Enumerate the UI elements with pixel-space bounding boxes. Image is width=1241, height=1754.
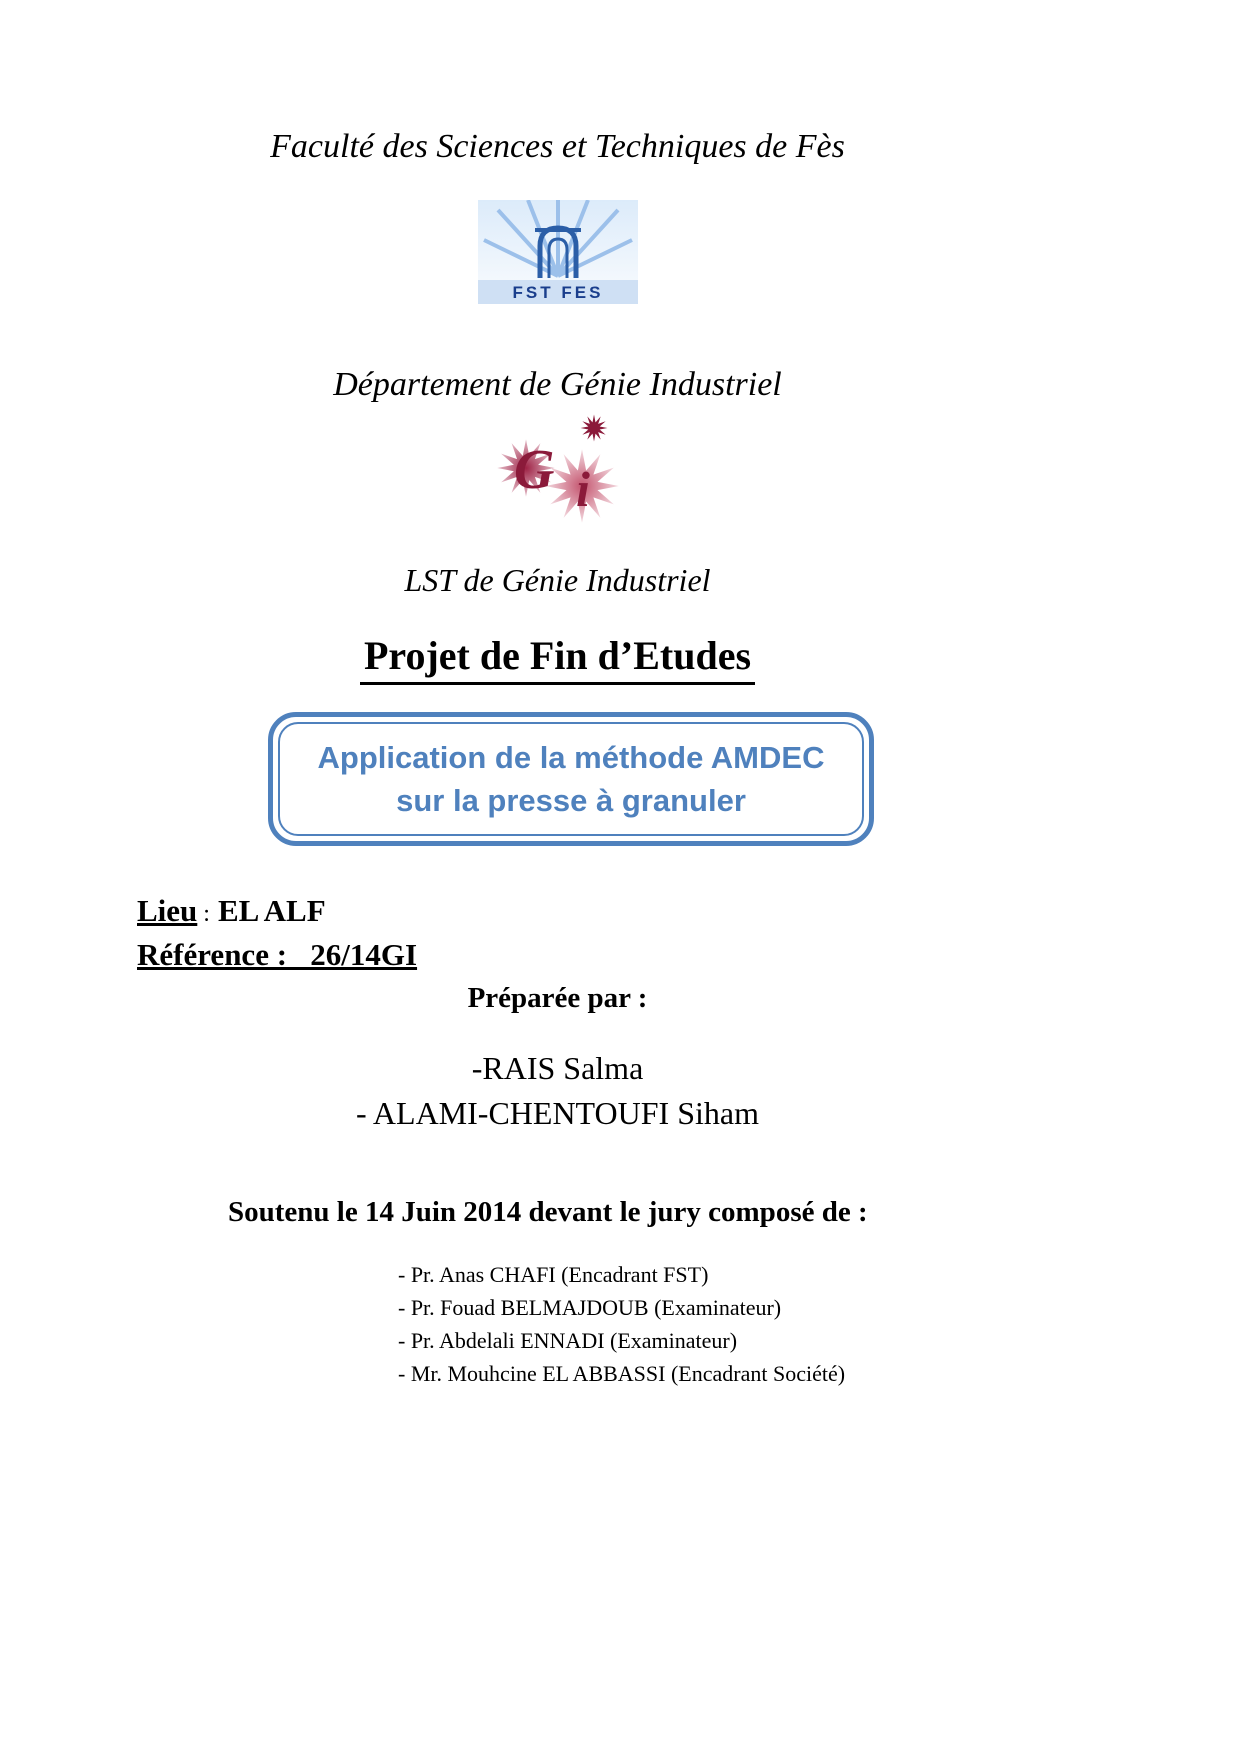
main-title [0,632,1115,685]
fst-fes-logo-graphic [478,200,638,304]
gi-letter-i: i [576,461,590,517]
reference-line: Référence : 26/14GI [137,937,418,972]
location-line [137,893,326,929]
authors-block [0,1046,1115,1136]
subject-line-2: sur la presse à granuler [396,783,746,818]
starburst-dot-icon [581,415,608,442]
defense-statement: Soutenu le 14 Juin 2014 devant le jury composé de : [228,1196,868,1228]
gi-logo [492,410,628,532]
author-name: - ALAMI-CHENTOUFI Siham [356,1095,759,1131]
gi-logo-graphic [492,410,628,532]
department-title: Département de Génie Industriel [333,366,782,403]
faculty-title: Faculté des Sciences et Techniques de Fès [270,128,845,165]
jury-member: - Pr. Abdelali ENNADI (Examinateur) [398,1328,738,1353]
author-name: -RAIS Salma [471,1050,644,1086]
location-separator: : [203,901,210,927]
subject-box [268,712,874,846]
location-value: EL ALF [217,893,326,928]
fst-logo-caption: FST FES [512,283,604,302]
jury-member: - Mr. Mouhcine EL ABBASSI (Encadrant Société) [398,1361,846,1386]
subject-box-inner [278,722,864,836]
program-title: LST de Génie Industriel [404,562,711,598]
main-title-text: Projet de Fin d’Etudes [360,632,755,685]
fst-fes-logo [478,200,638,304]
gi-letter-g: G [514,439,555,501]
jury-list [398,1258,845,1390]
prepared-by-label: Préparée par : [467,982,648,1014]
subject-line-1: Application de la méthode AMDEC [317,740,825,775]
jury-member: - Pr. Anas CHAFI (Encadrant FST) [398,1262,709,1287]
jury-member: - Pr. Fouad BELMAJDOUB (Examinateur) [398,1295,782,1320]
location-label: Lieu [137,893,198,928]
